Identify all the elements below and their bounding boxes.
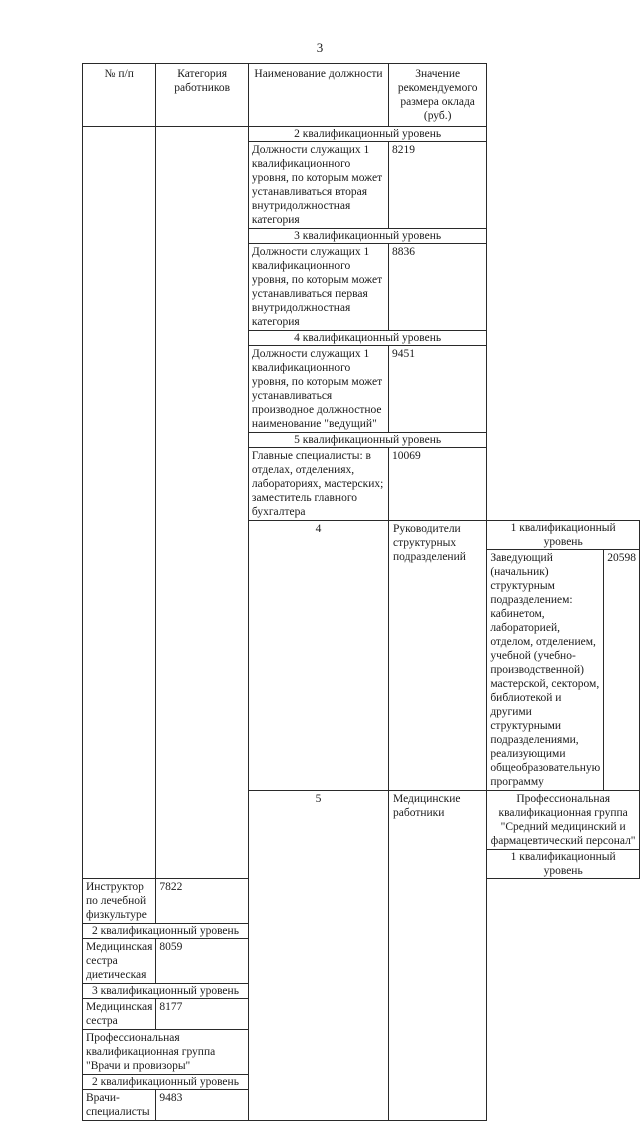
level-header: 3 квалификационный уровень bbox=[248, 229, 486, 244]
level-header: 2 квалификационный уровень bbox=[83, 924, 249, 939]
level-header: 2 квалификационный уровень bbox=[248, 127, 486, 142]
level-header: 3 квалификационный уровень bbox=[83, 984, 249, 999]
header-num: № п/п bbox=[83, 64, 156, 127]
salary-cell: 9451 bbox=[389, 346, 487, 433]
level-header: 2 квалификационный уровень bbox=[83, 1075, 249, 1090]
position-cell: Должности служащих 1 квалификационного уровня, по которым может устанавливаться производное должностное наименование "ведущий" bbox=[248, 346, 388, 433]
position-cell: Врачи-специалисты bbox=[83, 1090, 156, 1121]
position-cell: Должности служащих 1 квалификационного уровня, по которым может устанавливаться первая внутридолжностная категория bbox=[248, 244, 388, 331]
level-header: 5 квалификационный уровень bbox=[248, 433, 486, 448]
section-category: Медицинские работники bbox=[389, 791, 487, 1121]
page-number: 3 bbox=[316, 40, 324, 55]
salary-table bbox=[82, 63, 640, 1121]
level-header: 1 квалификационный уровень bbox=[487, 521, 640, 550]
table-header-row bbox=[83, 64, 640, 127]
salary-cell: 8836 bbox=[389, 244, 487, 331]
salary-cell: 8177 bbox=[156, 999, 249, 1030]
position-cell: Медицинская сестра bbox=[83, 999, 156, 1030]
position-cell: Должности служащих 1 квалификационного уровня, по которым может устанавливаться вторая внутридолжностная категория bbox=[248, 142, 388, 229]
level-header: 4 квалификационный уровень bbox=[248, 331, 486, 346]
cell-category-empty bbox=[156, 127, 249, 879]
salary-cell: 9483 bbox=[156, 1090, 249, 1121]
salary-cell: 20598 bbox=[604, 550, 640, 791]
section-category: Руководители структурных подразделений bbox=[389, 521, 487, 791]
position-cell: Медицинская сестра диетическая bbox=[83, 939, 156, 984]
position-cell: Инструктор по лечебной физкультуре bbox=[83, 879, 156, 924]
salary-cell: 7822 bbox=[156, 879, 249, 924]
header-position: Наименование должности bbox=[248, 64, 388, 127]
group-header: Профессиональная квалификационная группа "Врачи и провизоры" bbox=[83, 1030, 249, 1075]
salary-cell: 8059 bbox=[156, 939, 249, 984]
section-number: 5 bbox=[248, 791, 388, 1121]
header-category: Категория работников bbox=[156, 64, 249, 127]
salary-cell: 10069 bbox=[389, 448, 487, 521]
position-cell: Заведующий (начальник) структурным подразделением: кабинетом, лабораторией, отделом, отделением, учебной (учебно-производственной) мастерской, сектором, библиотекой и другими структурными подразделениями, реализующими общеобразовательную программу bbox=[487, 550, 604, 791]
group-header: Профессиональная квалификационная группа "Средний медицинский и фармацевтический персонал" bbox=[487, 791, 640, 850]
cell-num-empty bbox=[83, 127, 156, 879]
table-row bbox=[83, 127, 640, 142]
salary-cell: 8219 bbox=[389, 142, 487, 229]
header-value: Значение рекомендуемого размера оклада (руб.) bbox=[389, 64, 487, 127]
section-number: 4 bbox=[248, 521, 388, 791]
position-cell: Главные специалисты: в отделах, отделениях, лабораториях, мастерских; заместитель главного бухгалтера bbox=[248, 448, 388, 521]
level-header: 1 квалификационный уровень bbox=[487, 850, 640, 879]
